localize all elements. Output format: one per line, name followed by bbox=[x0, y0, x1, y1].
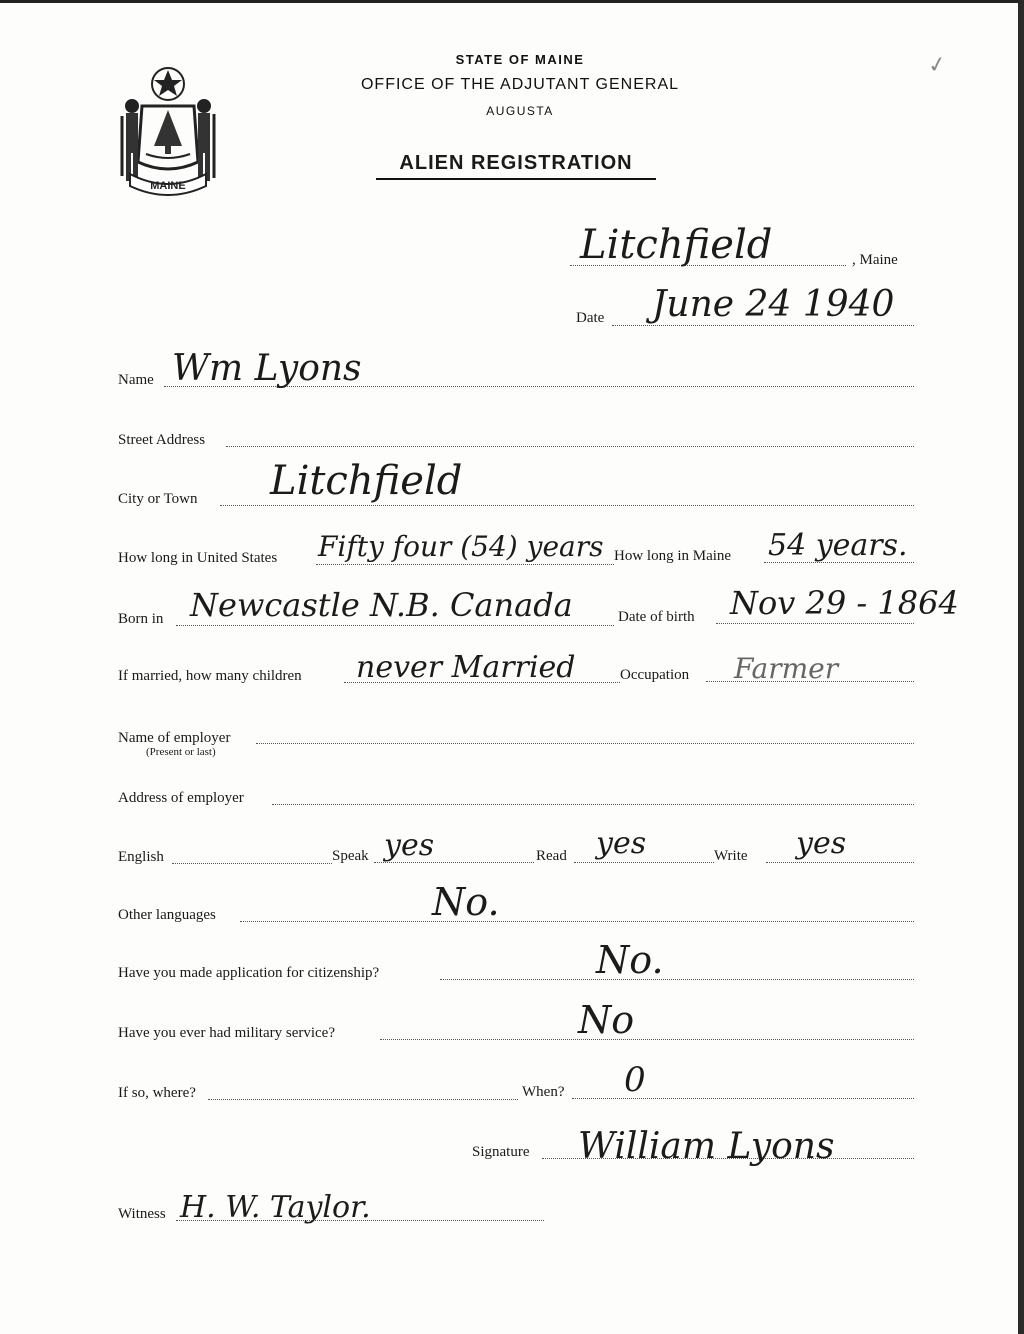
dotted-fill-line bbox=[256, 743, 914, 744]
date-value: June 24 1940 bbox=[652, 284, 895, 325]
signature-label: Signature bbox=[472, 1144, 530, 1160]
employer-address-label: Address of employer bbox=[118, 790, 244, 806]
us-duration-value: Fifty four (54) years bbox=[318, 530, 604, 563]
town-value: Litchfield bbox=[580, 222, 773, 268]
city-heading: AUGUSTA bbox=[486, 104, 554, 118]
dotted-fill-line bbox=[612, 325, 914, 326]
maine-seal-icon bbox=[112, 66, 224, 196]
dotted-fill-line bbox=[716, 623, 914, 624]
read-label: Read bbox=[536, 848, 567, 864]
citizenship-value: No. bbox=[596, 938, 664, 982]
birthplace-value: Newcastle N.B. Canada bbox=[190, 586, 573, 624]
read-value: yes bbox=[596, 826, 647, 861]
occupation-value: Farmer bbox=[734, 652, 839, 685]
birthdate-value: Nov 29 - 1864 bbox=[730, 584, 959, 622]
dotted-fill-line bbox=[226, 446, 914, 447]
street-label: Street Address bbox=[118, 432, 206, 448]
write-label: Write bbox=[714, 848, 748, 864]
birthdate-label: Date of birth bbox=[618, 609, 695, 625]
when-value: 0 bbox=[624, 1060, 646, 1100]
date-label: Date bbox=[576, 310, 605, 326]
office-heading: OFFICE OF THE ADJUTANT GENERAL bbox=[360, 76, 680, 93]
state-heading: STATE OF MAINE bbox=[455, 52, 585, 67]
town-suffix: , Maine bbox=[852, 252, 898, 268]
dotted-fill-line bbox=[440, 979, 914, 980]
speak-label: Speak bbox=[332, 848, 369, 864]
employer-sublabel: (Present or last) bbox=[146, 746, 216, 758]
children-label: If married, how many children bbox=[118, 668, 302, 684]
children-value: never Married bbox=[356, 650, 576, 685]
svg-text:MAINE: MAINE bbox=[150, 180, 186, 192]
where-label: If so, where? bbox=[118, 1085, 196, 1101]
other-languages-value: No. bbox=[432, 880, 500, 924]
military-value: No bbox=[578, 998, 635, 1042]
witness-signature: H. W. Taylor. bbox=[180, 1190, 371, 1225]
dotted-fill-line bbox=[380, 1039, 914, 1040]
other-languages-label: Other languages bbox=[118, 907, 216, 923]
applicant-signature: William Lyons bbox=[578, 1126, 835, 1167]
dotted-fill-line bbox=[766, 862, 914, 863]
dotted-fill-line bbox=[172, 863, 332, 864]
citizenship-label: Have you made application for citizenship? bbox=[118, 965, 380, 981]
employer-label: Name of employer bbox=[118, 730, 231, 746]
city-label: City or Town bbox=[118, 491, 198, 507]
dotted-fill-line bbox=[240, 921, 914, 922]
city-value: Litchfield bbox=[270, 458, 463, 504]
check-mark-icon: ✓ bbox=[925, 50, 949, 79]
dotted-fill-line bbox=[316, 564, 614, 565]
scan-edge-right bbox=[1018, 0, 1024, 1334]
speak-value: yes bbox=[384, 828, 435, 863]
maine-duration-value: 54 years. bbox=[768, 528, 908, 563]
us-duration-label: How long in United States bbox=[118, 550, 278, 566]
dotted-fill-line bbox=[176, 625, 614, 626]
dotted-fill-line bbox=[220, 505, 914, 506]
name-value: Wm Lyons bbox=[172, 348, 362, 389]
dotted-fill-line bbox=[208, 1099, 518, 1100]
write-value: yes bbox=[796, 826, 847, 861]
scan-edge-top bbox=[0, 0, 1024, 3]
name-label: Name bbox=[118, 372, 154, 388]
birthplace-label: Born in bbox=[118, 611, 164, 627]
dotted-fill-line bbox=[574, 862, 714, 863]
military-label: Have you ever had military service? bbox=[118, 1025, 335, 1041]
english-label: English bbox=[118, 849, 164, 865]
maine-duration-label: How long in Maine bbox=[614, 548, 732, 564]
witness-label: Witness bbox=[118, 1206, 166, 1222]
dotted-fill-line bbox=[272, 804, 914, 805]
when-label: When? bbox=[522, 1084, 565, 1100]
form-title: ALIEN REGISTRATION bbox=[376, 152, 656, 180]
occupation-label: Occupation bbox=[620, 667, 690, 683]
